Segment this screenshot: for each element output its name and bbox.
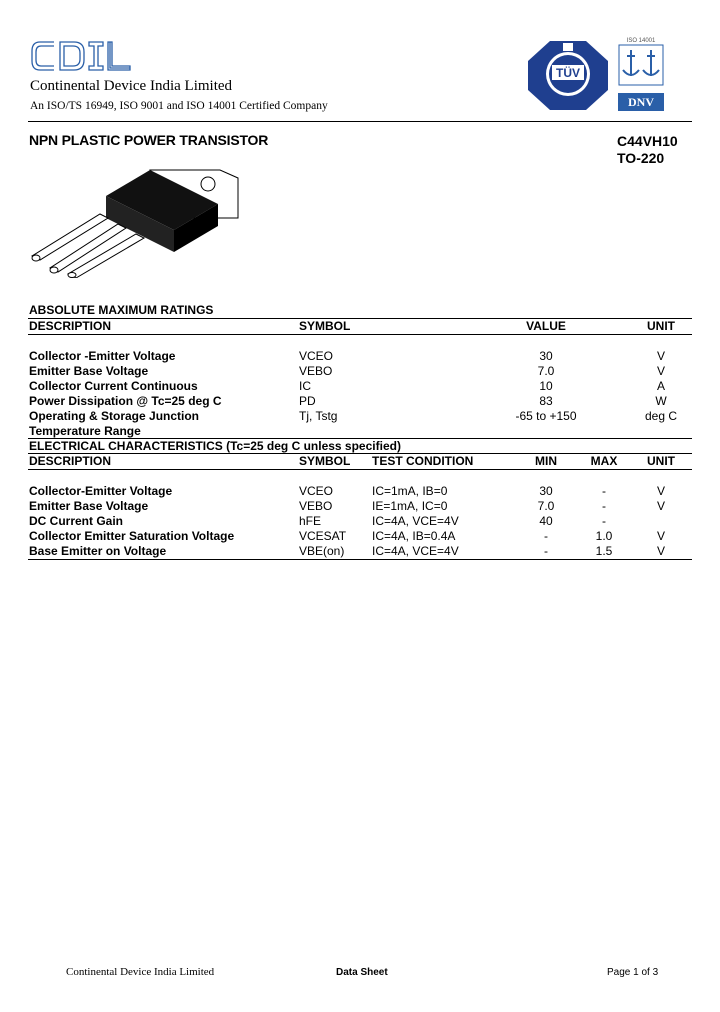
row-symbol: hFE bbox=[299, 514, 322, 528]
dnv-certification-logo bbox=[618, 38, 664, 109]
row-unit: V bbox=[656, 499, 665, 513]
iso-label: ISO 14001 bbox=[626, 38, 656, 44]
row-test-condition: IC=1mA, IB=0 bbox=[372, 484, 448, 498]
row-min: 40 bbox=[539, 514, 553, 528]
elec-divider-bottom bbox=[28, 559, 692, 560]
row-unit: V bbox=[656, 544, 665, 558]
abs-max-divider-header bbox=[28, 334, 692, 335]
table-row bbox=[29, 379, 691, 394]
row-unit: A bbox=[656, 379, 665, 393]
row-description: Collector -Emitter Voltage bbox=[29, 349, 176, 363]
col-unit: UNIT bbox=[647, 454, 675, 468]
row-max: - bbox=[602, 484, 606, 498]
row-description: Collector Emitter Saturation Voltage bbox=[29, 529, 235, 543]
row-description: Emitter Base Voltage bbox=[29, 499, 149, 513]
row-symbol: PD bbox=[299, 394, 316, 408]
package-type: TO-220 bbox=[617, 150, 665, 166]
col-description: DESCRIPTION bbox=[29, 319, 112, 333]
row-symbol: VEBO bbox=[299, 499, 333, 513]
table-row bbox=[29, 409, 691, 424]
col-max: MAX bbox=[590, 454, 618, 468]
footer-doc-type: Data Sheet bbox=[336, 967, 388, 978]
row-unit: V bbox=[656, 349, 665, 363]
tuv-certification-logo bbox=[528, 41, 608, 110]
row-description: Operating & Storage Junction bbox=[29, 409, 200, 423]
row-description: DC Current Gain bbox=[29, 514, 124, 528]
row-description: Collector Current Continuous bbox=[29, 379, 198, 393]
row-max: 1.5 bbox=[595, 544, 613, 558]
elec-header-row bbox=[29, 454, 691, 469]
row-test-condition: IC=4A, VCE=4V bbox=[372, 544, 459, 558]
row-description: Power Dissipation @ Tc=25 deg C bbox=[29, 394, 222, 408]
table-row bbox=[29, 364, 691, 379]
row-symbol: VCEO bbox=[299, 484, 334, 498]
row-symbol: VBE(on) bbox=[299, 544, 345, 558]
row-unit: deg C bbox=[644, 409, 678, 423]
footer-company: Continental Device India Limited bbox=[66, 966, 215, 978]
row-symbol: VCEO bbox=[299, 349, 334, 363]
col-min: MIN bbox=[535, 454, 557, 468]
col-value: VALUE bbox=[526, 319, 566, 333]
cdil-logo bbox=[30, 38, 135, 74]
to220-package-illustration bbox=[28, 168, 248, 278]
row-value: 7.0 bbox=[537, 364, 555, 378]
row-value: -65 to +150 bbox=[515, 409, 577, 423]
part-number: C44VH10 bbox=[617, 133, 678, 149]
row-symbol: Tj, Tstg bbox=[299, 409, 338, 423]
row-symbol: IC bbox=[299, 379, 311, 393]
row-description: Base Emitter on Voltage bbox=[29, 544, 167, 558]
table-row bbox=[29, 544, 691, 559]
row-test-condition: IE=1mA, IC=0 bbox=[372, 499, 448, 513]
row-description: Emitter Base Voltage bbox=[29, 364, 149, 378]
row-unit: V bbox=[656, 484, 665, 498]
company-name: Continental Device India Limited bbox=[30, 78, 233, 94]
col-symbol: SYMBOL bbox=[299, 319, 351, 333]
col-test-condition: TEST CONDITION bbox=[372, 454, 474, 468]
row-min: - bbox=[544, 529, 548, 543]
abs-max-section-title: ABSOLUTE MAXIMUM RATINGS bbox=[29, 303, 214, 317]
table-row bbox=[29, 484, 691, 499]
row-max: - bbox=[602, 514, 606, 528]
row-value: 83 bbox=[539, 394, 553, 408]
table-row bbox=[29, 349, 691, 364]
table-row bbox=[29, 424, 691, 439]
col-symbol: SYMBOL bbox=[299, 454, 351, 468]
row-min: 7.0 bbox=[537, 499, 555, 513]
table-row bbox=[29, 514, 691, 529]
dnv-label: DNV bbox=[618, 93, 664, 111]
row-min: 30 bbox=[539, 484, 553, 498]
anchor-icon bbox=[618, 44, 664, 86]
table-row bbox=[29, 529, 691, 544]
col-unit: UNIT bbox=[647, 319, 675, 333]
row-value: 30 bbox=[539, 349, 553, 363]
row-value: 10 bbox=[539, 379, 553, 393]
row-unit: W bbox=[655, 394, 667, 408]
row-unit: V bbox=[656, 364, 665, 378]
row-description: Collector-Emitter Voltage bbox=[29, 484, 173, 498]
row-symbol: VEBO bbox=[299, 364, 333, 378]
row-max: - bbox=[602, 499, 606, 513]
header-divider bbox=[28, 121, 692, 122]
row-symbol: VCESAT bbox=[299, 529, 347, 543]
part-number-block bbox=[617, 133, 678, 167]
table-row bbox=[29, 499, 691, 514]
row-max: 1.0 bbox=[595, 529, 613, 543]
elec-section-title: ELECTRICAL CHARACTERISTICS (Tc=25 deg C unless specified) bbox=[29, 439, 401, 453]
abs-max-header-row bbox=[29, 319, 691, 334]
elec-divider-header bbox=[28, 469, 692, 470]
row-min: - bbox=[544, 544, 548, 558]
col-description: DESCRIPTION bbox=[29, 454, 112, 468]
certification-line: An ISO/TS 16949, ISO 9001 and ISO 14001 Certified Company bbox=[30, 100, 328, 112]
row-unit: V bbox=[656, 529, 665, 543]
footer-page-number: Page 1 of 3 bbox=[607, 967, 659, 978]
row-description: Temperature Range bbox=[29, 424, 141, 438]
table-row bbox=[29, 394, 691, 409]
row-test-condition: IC=4A, VCE=4V bbox=[372, 514, 459, 528]
product-title: NPN PLASTIC POWER TRANSISTOR bbox=[29, 132, 269, 148]
row-test-condition: IC=4A, IB=0.4A bbox=[372, 529, 456, 543]
tuv-label: TÜV bbox=[556, 66, 580, 80]
